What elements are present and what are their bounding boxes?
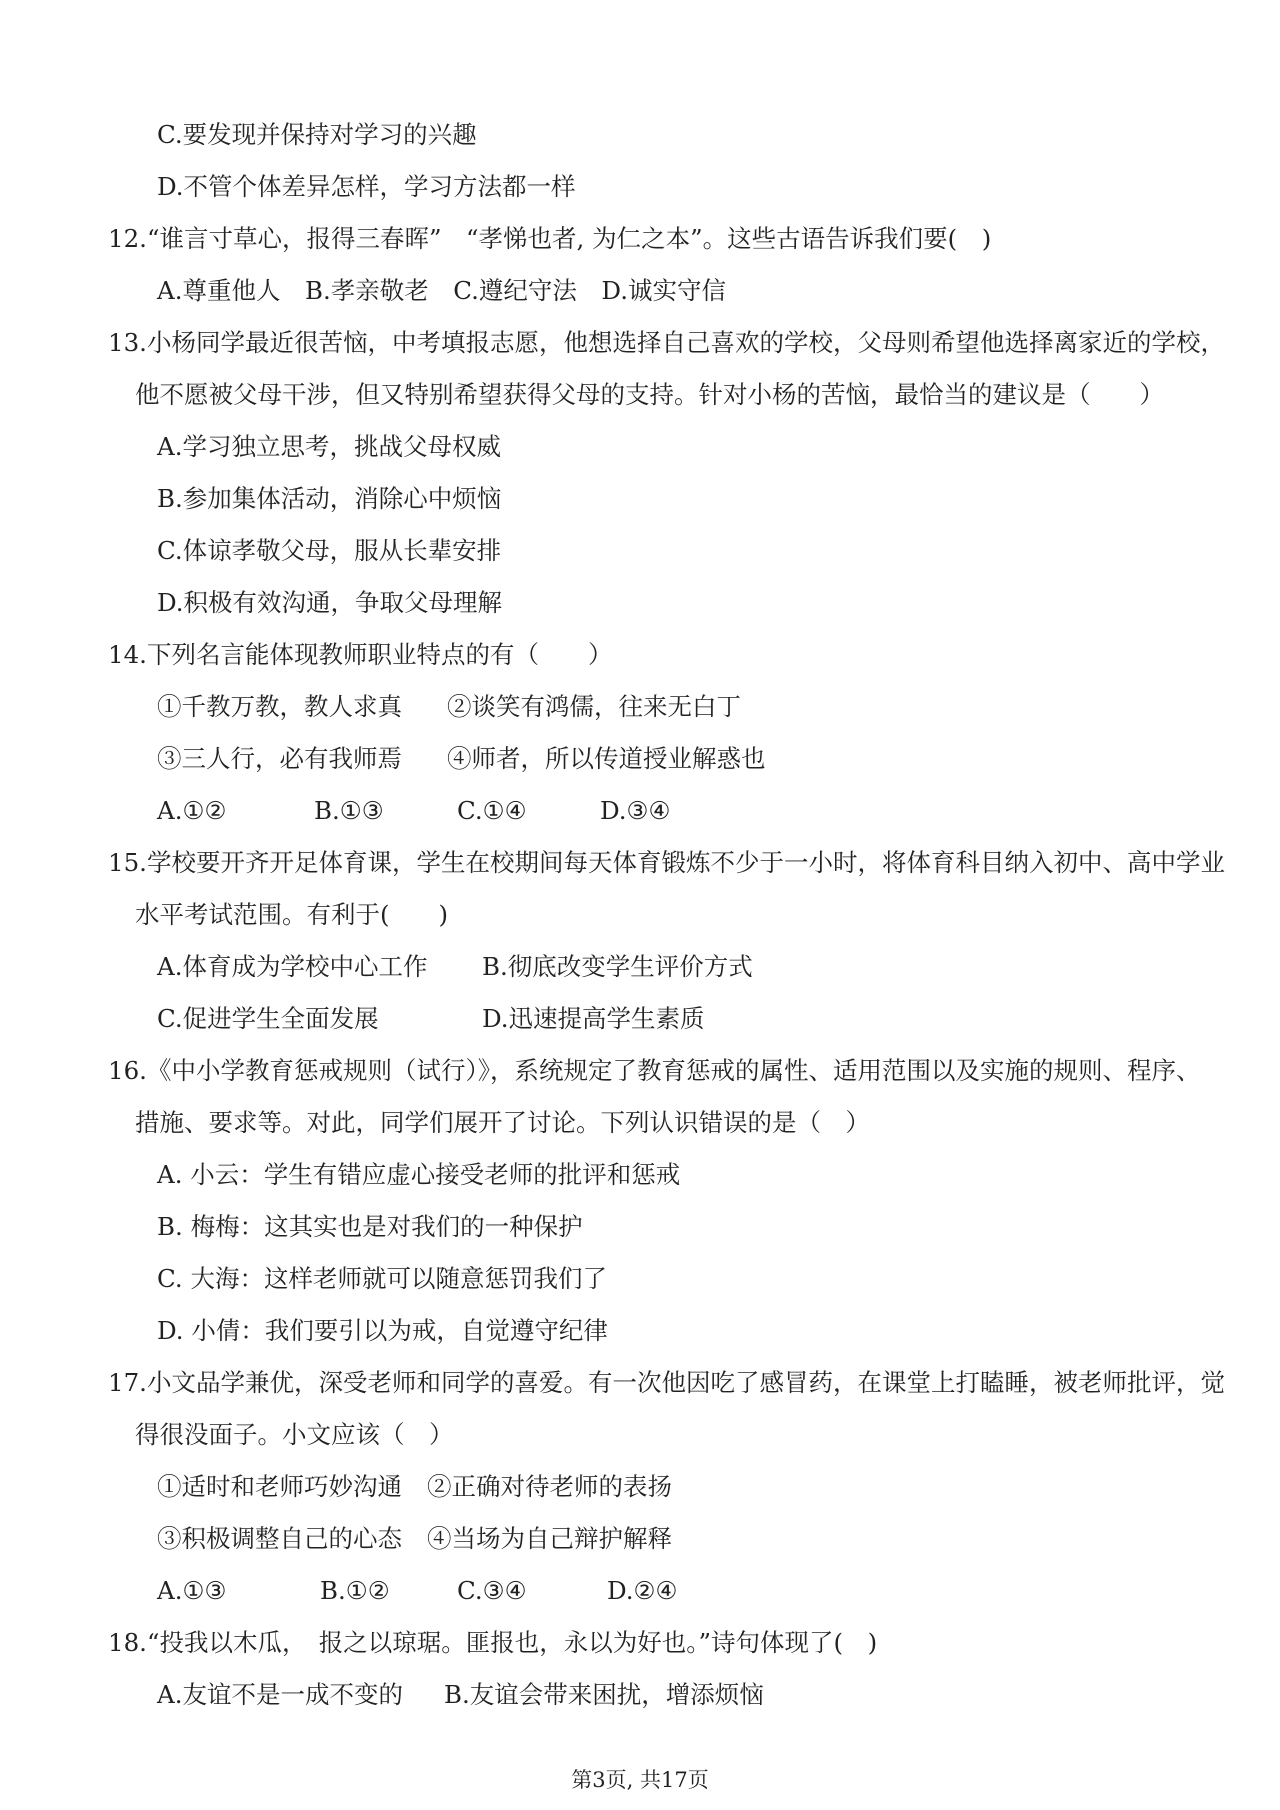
q17-statement-2: ②正确对待老师的表扬 (427, 1472, 672, 1501)
q17-statement-3: ③积极调整自己的心态 (157, 1524, 402, 1553)
q15-option-c: C.促进学生全面发展 (157, 1004, 379, 1033)
q16-stem: 16.《中小学教育惩戒规则（试行）》，系统规定了教育惩戒的属性、适用范围以及实施的规则、程序、 (108, 1056, 1201, 1085)
q14-option-a: A.①② (157, 796, 227, 825)
q17-stem: 17.小文品学兼优，深受老师和同学的喜爱。有一次他因吃了感冒药，在课堂上打瞌睡，被老师批评，觉 (108, 1368, 1225, 1397)
q13-option-c: C.体谅孝敬父母，服从长辈安排 (157, 536, 502, 565)
q13-stem-cont: 他不愿被父母干涉，但又特别希望获得父母的支持。针对小杨的苦恼，最恰当的建议是（ ） (135, 380, 1164, 409)
q11-option-d: D.不管个体差异怎样，学习方法都一样 (157, 172, 576, 201)
q14-statement-2: ②谈笑有鸿儒，往来无白丁 (447, 692, 741, 721)
q15-option-a: A.体育成为学校中心工作 (157, 952, 428, 981)
q17-option-b: B.①② (320, 1576, 390, 1605)
q17-stem-cont: 得很没面子。小文应该（ ） (135, 1420, 454, 1449)
q17-option-d: D.②④ (607, 1576, 678, 1605)
q17-option-a: A.①③ (157, 1576, 227, 1605)
q14-option-c: C.①④ (457, 796, 527, 825)
q17-statement-1: ①适时和老师巧妙沟通 (157, 1472, 402, 1501)
page-number: 第3页, 共17页 (571, 1768, 709, 1792)
q18-option-a: A.友谊不是一成不变的 (157, 1680, 403, 1709)
q16-option-b: B. 梅梅：这其实也是对我们的一种保护 (157, 1212, 583, 1241)
q11-option-c: C.要发现并保持对学习的兴趣 (157, 120, 477, 149)
q14-statement-1: ①千教万教，教人求真 (157, 692, 402, 721)
q18-stem: 18.“投我以木瓜， 报之以琼琚。匪报也，永以为好也。”诗句体现了( ) (108, 1628, 878, 1657)
q14-statement-4: ④师者，所以传道授业解惑也 (447, 744, 766, 773)
q12-stem: 12.“谁言寸草心，报得三春晖” “孝悌也者, 为仁之本”。这些古语告诉我们要( ) (108, 224, 992, 253)
q13-stem: 13.小杨同学最近很苦恼，中考填报志愿，他想选择自己喜欢的学校，父母则希望他选择离家近的学校， (108, 328, 1225, 357)
q14-statement-3: ③三人行，必有我师焉 (157, 744, 402, 773)
q14-option-b: B.①③ (314, 796, 384, 825)
q14-stem: 14.下列名言能体现教师职业特点的有（ ） (108, 640, 613, 669)
q13-option-a: A.学习独立思考，挑战父母权威 (157, 432, 501, 461)
q17-statement-4: ④当场为自己辩护解释 (427, 1524, 672, 1553)
q13-option-b: B.参加集体活动，消除心中烦恼 (157, 484, 502, 513)
q16-option-c: C. 大海：这样老师就可以随意惩罚我们了 (157, 1264, 607, 1293)
q17-option-c: C.③④ (457, 1576, 527, 1605)
q16-stem-cont: 措施、要求等。对此，同学们展开了讨论。下列认识错误的是（ ） (135, 1108, 870, 1137)
q15-stem-cont: 水平考试范围。有利于( ) (135, 900, 449, 929)
q15-option-b: B.彻底改变学生评价方式 (482, 952, 753, 981)
q14-option-d: D.③④ (600, 796, 671, 825)
q16-option-a: A. 小云：学生有错应虚心接受老师的批评和惩戒 (157, 1160, 681, 1189)
q12-options: A.尊重他人 B.孝亲敬老 C.遵纪守法 D.诚实守信 (157, 276, 726, 305)
q15-stem: 15.学校要开齐开足体育课，学生在校期间每天体育锻炼不少于一小时，将体育科目纳入初中、高中学业 (108, 848, 1225, 877)
q15-option-d: D.迅速提高学生素质 (482, 1004, 705, 1033)
q16-option-d: D. 小倩：我们要引以为戒，自觉遵守纪律 (157, 1316, 608, 1345)
q13-option-d: D.积极有效沟通，争取父母理解 (157, 588, 503, 617)
q18-option-b: B.友谊会带来困扰，增添烦恼 (444, 1680, 764, 1709)
